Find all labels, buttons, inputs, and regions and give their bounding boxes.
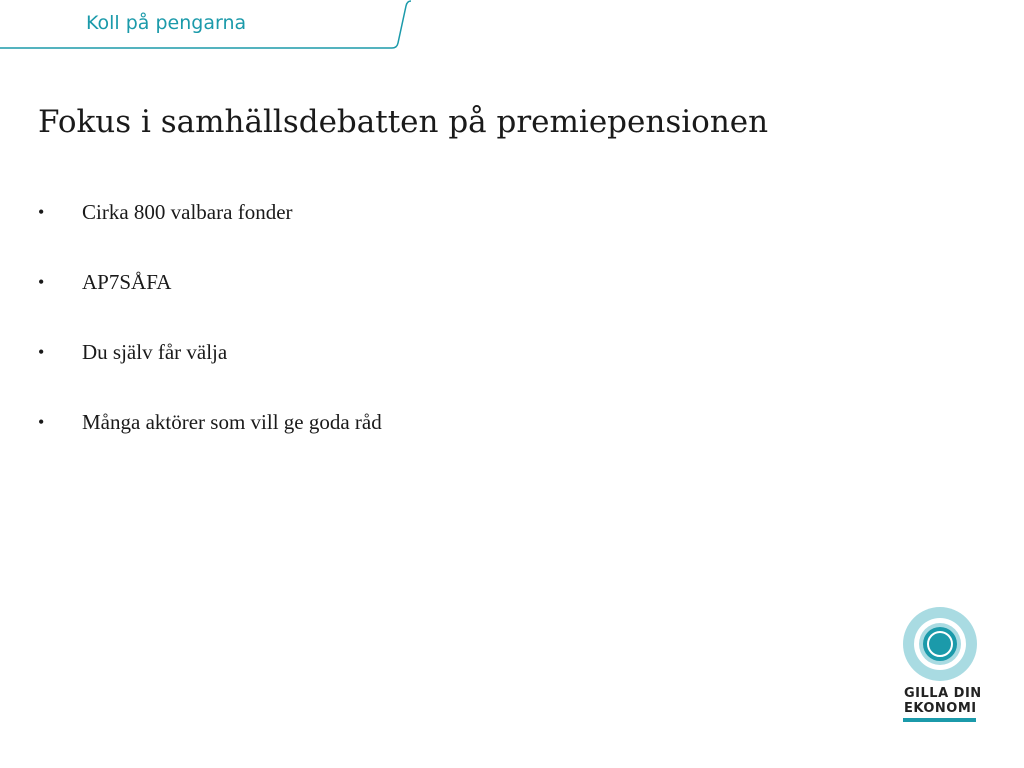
gilla-din-ekonomi-logo (900, 606, 980, 722)
header-tab (0, 0, 420, 60)
bullet-text: Cirka 800 valbara fonder (82, 200, 293, 224)
logo-text-line1: GILLA DIN (904, 686, 982, 701)
logo-text-line2: EKONOMI (904, 701, 977, 716)
slide-title: Fokus i samhällsdebatten på premiepensionen (38, 104, 769, 140)
bullet-icon: • (38, 272, 45, 292)
logo-underline (903, 718, 976, 722)
bullet-icon: • (38, 412, 45, 432)
bullet-text: Du själv får välja (82, 340, 228, 364)
target-icon (902, 606, 978, 682)
bullet-icon: • (38, 342, 45, 362)
bullet-text: Många aktörer som vill ge goda råd (82, 410, 382, 434)
bullet-icon: • (38, 202, 45, 222)
header-label: Koll på pengarna (86, 12, 247, 34)
bullet-text: AP7SÅFA (82, 270, 172, 294)
